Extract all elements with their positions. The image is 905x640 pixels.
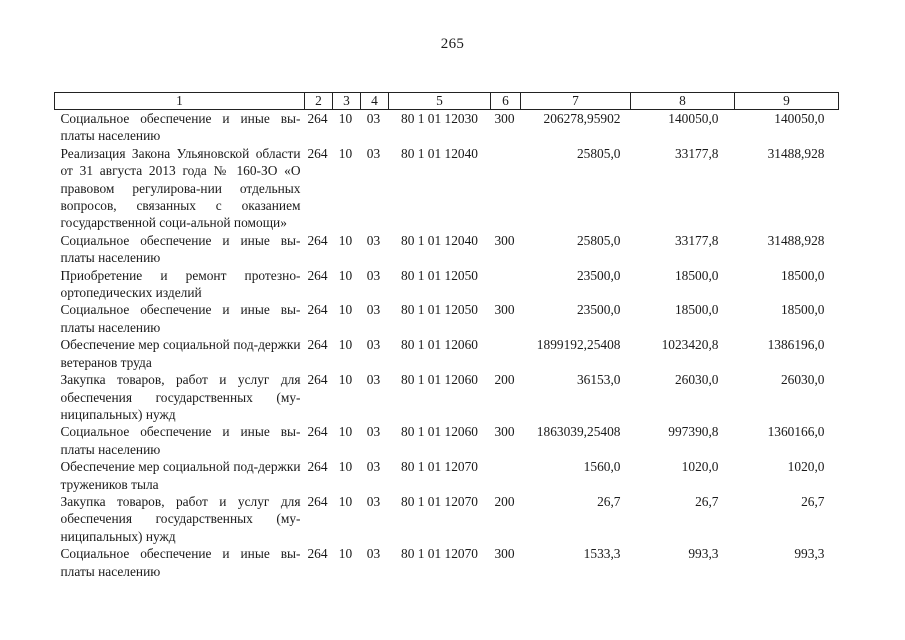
table-row bbox=[55, 232, 839, 267]
column-header-1: 1 bbox=[55, 93, 305, 110]
row-col7-cell: 1533,3 bbox=[583, 546, 621, 562]
row-col6-cell: 300 bbox=[494, 111, 515, 126]
row-col2-cell: 264 bbox=[307, 267, 328, 283]
column-header-3: 3 bbox=[333, 93, 361, 110]
table-row bbox=[55, 371, 839, 423]
row-col9-cell: 140050,0 bbox=[774, 111, 825, 126]
row-col5-cell: 80 1 01 12040 bbox=[401, 232, 478, 248]
row-col4-cell: 03 bbox=[366, 232, 381, 248]
row-col4-cell: 03 bbox=[366, 459, 381, 475]
column-header-2: 2 bbox=[305, 93, 333, 110]
row-col3-cell: 10 bbox=[338, 372, 353, 388]
row-col6-cell bbox=[491, 336, 521, 371]
row-col5-cell: 80 1 01 12070 bbox=[401, 493, 478, 509]
table-row bbox=[55, 110, 839, 145]
row-col2-cell: 264 bbox=[307, 546, 328, 562]
row-col8-cell: 1020,0 bbox=[681, 459, 719, 475]
row-name-cell: Социальное обеспечение и иные вы-платы населению bbox=[60, 111, 301, 144]
row-col3-cell: 10 bbox=[338, 232, 353, 248]
row-col7-cell: 206278,95902 bbox=[543, 111, 621, 126]
table-row bbox=[55, 545, 839, 580]
row-col4-cell: 03 bbox=[366, 111, 381, 126]
table-row bbox=[55, 423, 839, 458]
row-col7-cell: 26,7 bbox=[597, 493, 621, 509]
budget-table bbox=[54, 92, 839, 580]
row-col6-cell: 300 bbox=[494, 302, 515, 318]
row-name-cell: Обеспечение мер социальной под-держки ветеранов труда bbox=[60, 337, 301, 370]
row-name-cell: Социальное обеспечение и иные вы-платы населению bbox=[60, 546, 301, 579]
row-col8-cell: 18500,0 bbox=[674, 302, 719, 318]
row-col8-cell: 993,3 bbox=[688, 546, 719, 562]
row-col2-cell: 264 bbox=[307, 493, 328, 509]
row-name-cell: Социальное обеспечение и иные вы-платы населению bbox=[60, 302, 301, 335]
row-col2-cell: 264 bbox=[307, 337, 328, 353]
column-header-6: 6 bbox=[491, 93, 521, 110]
row-col3-cell: 10 bbox=[338, 459, 353, 475]
column-header-7: 7 bbox=[521, 93, 631, 110]
row-col2-cell: 264 bbox=[307, 145, 328, 161]
row-col4-cell: 03 bbox=[366, 267, 381, 283]
row-col8-cell: 140050,0 bbox=[668, 111, 719, 126]
row-col6-cell: 200 bbox=[494, 372, 515, 388]
row-col9-cell: 31488,928 bbox=[767, 232, 825, 248]
row-col7-cell: 25805,0 bbox=[576, 232, 621, 248]
row-col3-cell: 10 bbox=[338, 337, 353, 353]
row-col6-cell: 300 bbox=[494, 232, 515, 248]
table-row bbox=[55, 458, 839, 493]
row-col7-cell: 1560,0 bbox=[583, 459, 621, 475]
row-col6-cell: 300 bbox=[494, 546, 515, 562]
column-header-8: 8 bbox=[631, 93, 735, 110]
row-col9-cell: 18500,0 bbox=[780, 302, 825, 318]
row-col6-cell: 300 bbox=[494, 424, 515, 440]
row-col9-cell: 1360166,0 bbox=[767, 424, 825, 440]
row-col7-cell: 36153,0 bbox=[576, 372, 621, 388]
table-row bbox=[55, 493, 839, 545]
row-col2-cell: 264 bbox=[307, 302, 328, 318]
row-col7-cell: 23500,0 bbox=[576, 302, 621, 318]
row-col5-cell: 80 1 01 12040 bbox=[401, 145, 478, 161]
row-col4-cell: 03 bbox=[366, 372, 381, 388]
row-col6-cell bbox=[491, 267, 521, 302]
row-col3-cell: 10 bbox=[338, 302, 353, 318]
row-col6-cell bbox=[491, 458, 521, 493]
row-col5-cell: 80 1 01 12070 bbox=[401, 459, 478, 475]
table-body bbox=[55, 110, 839, 580]
row-col4-cell: 03 bbox=[366, 145, 381, 161]
table-row bbox=[55, 267, 839, 302]
table-row bbox=[55, 336, 839, 371]
row-col9-cell: 1020,0 bbox=[787, 459, 825, 475]
column-header-5: 5 bbox=[389, 93, 491, 110]
row-col9-cell: 993,3 bbox=[794, 546, 825, 562]
row-col3-cell: 10 bbox=[338, 111, 353, 126]
row-col8-cell: 18500,0 bbox=[674, 267, 719, 283]
row-col7-cell: 25805,0 bbox=[576, 145, 621, 161]
row-name-cell: Социальное обеспечение и иные вы-платы населению bbox=[60, 424, 301, 457]
row-col5-cell: 80 1 01 12060 bbox=[401, 372, 478, 388]
row-col5-cell: 80 1 01 12050 bbox=[401, 267, 478, 283]
row-col8-cell: 26,7 bbox=[695, 493, 719, 509]
row-col2-cell: 264 bbox=[307, 111, 328, 126]
row-col9-cell: 1386196,0 bbox=[767, 337, 825, 353]
table-header-row bbox=[55, 93, 839, 110]
page-number: 265 bbox=[440, 36, 465, 52]
row-col9-cell: 26030,0 bbox=[780, 372, 825, 388]
row-col5-cell: 80 1 01 12060 bbox=[401, 424, 478, 440]
row-col5-cell: 80 1 01 12060 bbox=[401, 337, 478, 353]
row-col4-cell: 03 bbox=[366, 493, 381, 509]
row-col5-cell: 80 1 01 12030 bbox=[401, 111, 478, 126]
row-col2-cell: 264 bbox=[307, 424, 328, 440]
row-col6-cell bbox=[491, 145, 521, 232]
row-col5-cell: 80 1 01 12070 bbox=[401, 546, 478, 562]
row-col3-cell: 10 bbox=[338, 424, 353, 440]
column-header-4: 4 bbox=[361, 93, 389, 110]
row-col4-cell: 03 bbox=[366, 302, 381, 318]
row-name-cell: Закупка товаров, работ и услуг для обеспечения государственных (му-ниципальных) нужд bbox=[60, 372, 301, 422]
row-col2-cell: 264 bbox=[307, 459, 328, 475]
row-col4-cell: 03 bbox=[366, 424, 381, 440]
row-col2-cell: 264 bbox=[307, 372, 328, 388]
row-col4-cell: 03 bbox=[366, 546, 381, 562]
row-name-cell: Приобретение и ремонт протезно-ортопедических изделий bbox=[60, 267, 301, 301]
row-col9-cell: 31488,928 bbox=[767, 145, 825, 161]
row-col9-cell: 26,7 bbox=[801, 493, 825, 509]
column-header-9: 9 bbox=[735, 93, 839, 110]
row-col7-cell: 1899192,25408 bbox=[536, 337, 621, 353]
row-col6-cell: 200 bbox=[494, 493, 515, 509]
row-name-cell: Социальное обеспечение и иные вы-платы населению bbox=[60, 232, 301, 266]
row-col8-cell: 997390,8 bbox=[668, 424, 719, 440]
row-col3-cell: 10 bbox=[338, 267, 353, 283]
row-col5-cell: 80 1 01 12050 bbox=[401, 302, 478, 318]
row-name-cell: Реализация Закона Ульяновской области от 31 августа 2013 года № 160-ЗО «О правовом регулирова-нии отдельных вопросов, связанных с оказанием государственной соци-альной помощи» bbox=[60, 145, 301, 231]
table-row bbox=[55, 145, 839, 232]
row-name-cell: Закупка товаров, работ и услуг для обеспечения государственных (му-ниципальных) нужд bbox=[60, 493, 301, 544]
row-col2-cell: 264 bbox=[307, 232, 328, 248]
table-row bbox=[55, 301, 839, 336]
row-col3-cell: 10 bbox=[338, 145, 353, 161]
row-col3-cell: 10 bbox=[338, 546, 353, 562]
row-col8-cell: 33177,8 bbox=[674, 145, 719, 161]
row-col3-cell: 10 bbox=[338, 493, 353, 509]
row-col7-cell: 1863039,25408 bbox=[536, 424, 621, 440]
row-name-cell: Обеспечение мер социальной под-держки тружеников тыла bbox=[60, 459, 301, 492]
row-col7-cell: 23500,0 bbox=[576, 267, 621, 283]
row-col8-cell: 1023420,8 bbox=[661, 337, 719, 353]
row-col8-cell: 33177,8 bbox=[674, 232, 719, 248]
row-col8-cell: 26030,0 bbox=[674, 372, 719, 388]
row-col4-cell: 03 bbox=[366, 337, 381, 353]
row-col9-cell: 18500,0 bbox=[780, 267, 825, 283]
